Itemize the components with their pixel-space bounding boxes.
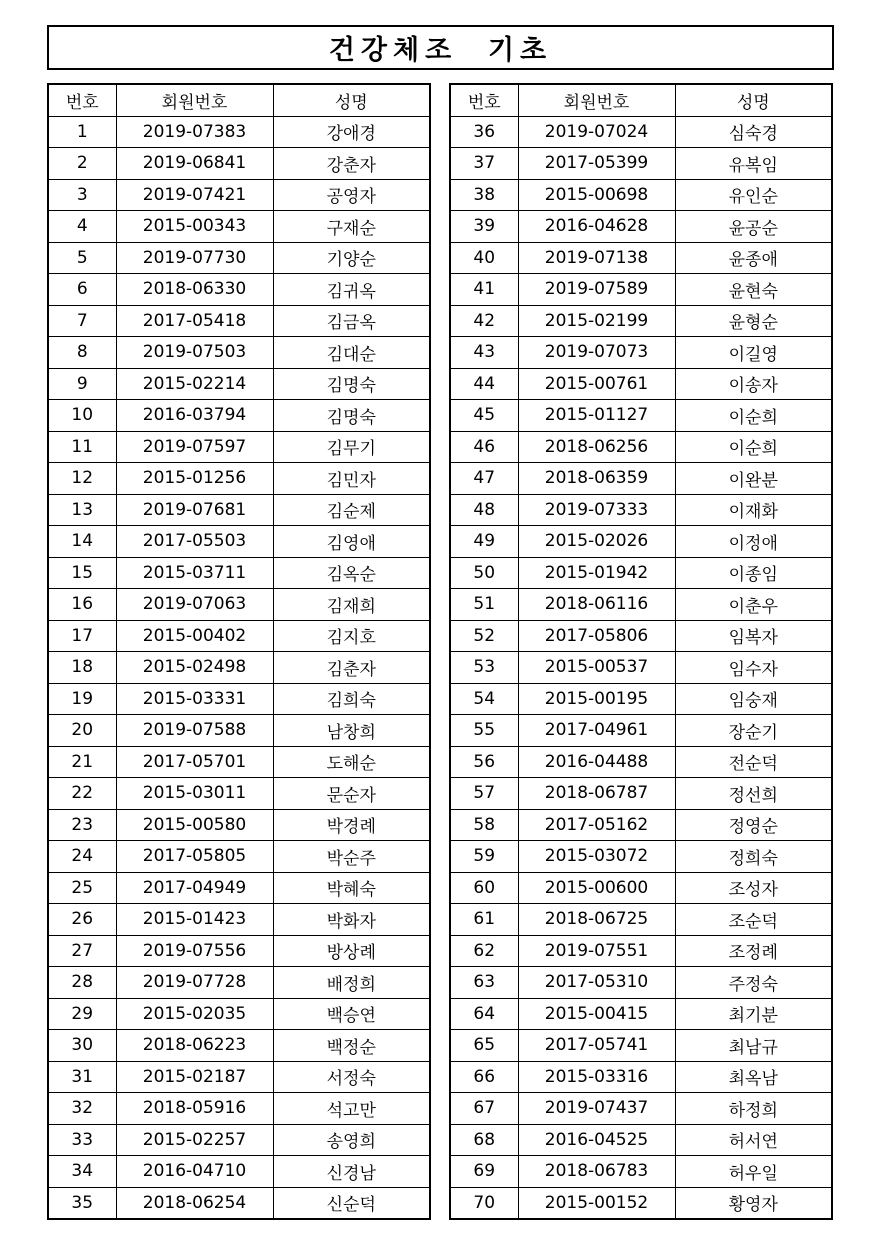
table-row: [48, 1156, 430, 1188]
cell-name: 임수자: [675, 652, 832, 684]
cell-member-id: 2019-07503: [116, 337, 273, 369]
cell-member-id: 2017-05805: [116, 841, 273, 873]
cell-member-id: 2015-00537: [518, 652, 675, 684]
cell-number: 56: [450, 746, 518, 778]
table-row: [48, 400, 430, 432]
table-row: [450, 116, 832, 148]
table-row: [48, 116, 430, 148]
cell-name: 박화자: [273, 904, 430, 936]
cell-member-id: 2019-07556: [116, 935, 273, 967]
cell-name: 주정숙: [675, 967, 832, 999]
table-row: [450, 746, 832, 778]
cell-name: 조성자: [675, 872, 832, 904]
cell-member-id: 2015-01127: [518, 400, 675, 432]
cell-number: 31: [48, 1061, 116, 1093]
cell-member-id: 2015-03072: [518, 841, 675, 873]
cell-member-id: 2015-02035: [116, 998, 273, 1030]
cell-number: 35: [48, 1187, 116, 1219]
roster-body-right: [450, 116, 832, 1219]
cell-name: 이순희: [675, 400, 832, 432]
cell-number: 70: [450, 1187, 518, 1219]
cell-member-id: 2015-00600: [518, 872, 675, 904]
table-row: [48, 715, 430, 747]
cell-name: 전순덕: [675, 746, 832, 778]
cell-name: 문순자: [273, 778, 430, 810]
table-row: [450, 400, 832, 432]
table-row: [450, 148, 832, 180]
cell-name: 강춘자: [273, 148, 430, 180]
table-row: [48, 526, 430, 558]
cell-member-id: 2017-05162: [518, 809, 675, 841]
cell-number: 21: [48, 746, 116, 778]
cell-number: 19: [48, 683, 116, 715]
table-row: [48, 1187, 430, 1219]
cell-name: 공영자: [273, 179, 430, 211]
cell-number: 16: [48, 589, 116, 621]
roster-table-left: [47, 83, 431, 1220]
cell-member-id: 2016-04710: [116, 1156, 273, 1188]
cell-member-id: 2017-05741: [518, 1030, 675, 1062]
cell-member-id: 2019-07024: [518, 116, 675, 148]
cell-number: 38: [450, 179, 518, 211]
roster-table-right: [449, 83, 833, 1220]
cell-member-id: 2015-01423: [116, 904, 273, 936]
cell-name: 김영애: [273, 526, 430, 558]
cell-member-id: 2018-06256: [518, 431, 675, 463]
cell-name: 조정례: [675, 935, 832, 967]
cell-name: 이길영: [675, 337, 832, 369]
cell-number: 8: [48, 337, 116, 369]
cell-member-id: 2015-00415: [518, 998, 675, 1030]
table-row: [450, 526, 832, 558]
cell-member-id: 2018-05916: [116, 1093, 273, 1125]
cell-number: 69: [450, 1156, 518, 1188]
cell-number: 41: [450, 274, 518, 306]
table-row: [450, 494, 832, 526]
cell-name: 최옥남: [675, 1061, 832, 1093]
table-row: [48, 494, 430, 526]
cell-member-id: 2015-00402: [116, 620, 273, 652]
cell-member-id: 2015-00698: [518, 179, 675, 211]
cell-name: 조순덕: [675, 904, 832, 936]
cell-number: 45: [450, 400, 518, 432]
cell-member-id: 2018-06330: [116, 274, 273, 306]
table-row: [450, 1030, 832, 1062]
cell-name: 김귀옥: [273, 274, 430, 306]
cell-member-id: 2015-03331: [116, 683, 273, 715]
cell-number: 18: [48, 652, 116, 684]
cell-member-id: 2018-06254: [116, 1187, 273, 1219]
cell-number: 26: [48, 904, 116, 936]
cell-member-id: 2015-02187: [116, 1061, 273, 1093]
cell-number: 50: [450, 557, 518, 589]
cell-name: 장순기: [675, 715, 832, 747]
cell-name: 백정순: [273, 1030, 430, 1062]
table-row: [450, 368, 832, 400]
table-row: [48, 431, 430, 463]
cell-member-id: 2015-03011: [116, 778, 273, 810]
table-row: [48, 305, 430, 337]
cell-name: 배정희: [273, 967, 430, 999]
cell-name: 최남규: [675, 1030, 832, 1062]
cell-member-id: 2018-06787: [518, 778, 675, 810]
cell-member-id: 2015-00580: [116, 809, 273, 841]
cell-number: 32: [48, 1093, 116, 1125]
cell-number: 62: [450, 935, 518, 967]
cell-number: 59: [450, 841, 518, 873]
table-row: [450, 1061, 832, 1093]
cell-name: 허서연: [675, 1124, 832, 1156]
cell-number: 7: [48, 305, 116, 337]
table-row: [48, 809, 430, 841]
cell-name: 강애경: [273, 116, 430, 148]
table-row: [48, 967, 430, 999]
cell-member-id: 2016-04525: [518, 1124, 675, 1156]
cell-member-id: 2016-03794: [116, 400, 273, 432]
cell-name: 이완분: [675, 463, 832, 495]
cell-member-id: 2018-06725: [518, 904, 675, 936]
cell-number: 53: [450, 652, 518, 684]
cell-member-id: 2015-02199: [518, 305, 675, 337]
cell-name: 방상례: [273, 935, 430, 967]
cell-member-id: 2017-04949: [116, 872, 273, 904]
table-row: [450, 904, 832, 936]
cell-name: 이종임: [675, 557, 832, 589]
cell-number: 39: [450, 211, 518, 243]
cell-number: 6: [48, 274, 116, 306]
title-box: [47, 25, 834, 70]
cell-number: 61: [450, 904, 518, 936]
cell-member-id: 2019-06841: [116, 148, 273, 180]
table-row: [450, 715, 832, 747]
cell-name: 김희숙: [273, 683, 430, 715]
table-row: [48, 872, 430, 904]
table-row: [450, 841, 832, 873]
cell-member-id: 2018-06116: [518, 589, 675, 621]
table-row: [48, 557, 430, 589]
cell-number: 52: [450, 620, 518, 652]
cell-member-id: 2019-07589: [518, 274, 675, 306]
roster-body-left: [48, 116, 430, 1219]
cell-name: 송영희: [273, 1124, 430, 1156]
cell-member-id: 2017-05503: [116, 526, 273, 558]
cell-member-id: 2019-07421: [116, 179, 273, 211]
cell-name: 윤형순: [675, 305, 832, 337]
cell-number: 23: [48, 809, 116, 841]
cell-member-id: 2019-07437: [518, 1093, 675, 1125]
cell-member-id: 2018-06359: [518, 463, 675, 495]
cell-member-id: 2017-05806: [518, 620, 675, 652]
table-row: [48, 589, 430, 621]
table-row: [48, 652, 430, 684]
cell-name: 김대순: [273, 337, 430, 369]
cell-number: 60: [450, 872, 518, 904]
cell-member-id: 2015-00152: [518, 1187, 675, 1219]
cell-member-id: 2018-06223: [116, 1030, 273, 1062]
cell-name: 황영자: [675, 1187, 832, 1219]
cell-number: 33: [48, 1124, 116, 1156]
cell-name: 김금옥: [273, 305, 430, 337]
cell-member-id: 2015-03316: [518, 1061, 675, 1093]
cell-number: 22: [48, 778, 116, 810]
table-row: [450, 1156, 832, 1188]
table-row: [48, 841, 430, 873]
table-row: [48, 463, 430, 495]
cell-number: 34: [48, 1156, 116, 1188]
cell-member-id: 2015-01942: [518, 557, 675, 589]
cell-number: 65: [450, 1030, 518, 1062]
table-row: [48, 620, 430, 652]
table-row: [48, 211, 430, 243]
table-header-row: [450, 84, 832, 116]
cell-name: 하정희: [675, 1093, 832, 1125]
table-header-row: [48, 84, 430, 116]
cell-number: 25: [48, 872, 116, 904]
table-row: [48, 904, 430, 936]
cell-name: 이송자: [675, 368, 832, 400]
cell-name: 백승연: [273, 998, 430, 1030]
page-title: 건강체조 기초: [328, 35, 553, 66]
header-member-id: 회원번호: [518, 84, 675, 116]
cell-number: 67: [450, 1093, 518, 1125]
cell-name: 정영순: [675, 809, 832, 841]
cell-number: 1: [48, 116, 116, 148]
cell-number: 20: [48, 715, 116, 747]
cell-name: 김지호: [273, 620, 430, 652]
cell-number: 36: [450, 116, 518, 148]
cell-number: 2: [48, 148, 116, 180]
table-row: [450, 778, 832, 810]
cell-number: 5: [48, 242, 116, 274]
cell-member-id: 2017-04961: [518, 715, 675, 747]
cell-name: 신경남: [273, 1156, 430, 1188]
cell-name: 최기분: [675, 998, 832, 1030]
cell-name: 김순제: [273, 494, 430, 526]
cell-name: 구재순: [273, 211, 430, 243]
cell-number: 27: [48, 935, 116, 967]
cell-number: 48: [450, 494, 518, 526]
cell-name: 허우일: [675, 1156, 832, 1188]
cell-member-id: 2017-05701: [116, 746, 273, 778]
cell-member-id: 2019-07681: [116, 494, 273, 526]
cell-name: 석고만: [273, 1093, 430, 1125]
cell-name: 임숭재: [675, 683, 832, 715]
cell-member-id: 2016-04488: [518, 746, 675, 778]
table-row: [450, 431, 832, 463]
cell-name: 김재희: [273, 589, 430, 621]
cell-member-id: 2017-05310: [518, 967, 675, 999]
cell-member-id: 2016-04628: [518, 211, 675, 243]
cell-number: 64: [450, 998, 518, 1030]
cell-name: 이순희: [675, 431, 832, 463]
table-row: [450, 620, 832, 652]
cell-number: 57: [450, 778, 518, 810]
cell-number: 4: [48, 211, 116, 243]
cell-member-id: 2015-01256: [116, 463, 273, 495]
header-name: 성명: [273, 84, 430, 116]
cell-member-id: 2015-02214: [116, 368, 273, 400]
cell-number: 29: [48, 998, 116, 1030]
cell-member-id: 2015-00343: [116, 211, 273, 243]
table-row: [450, 211, 832, 243]
table-row: [450, 967, 832, 999]
cell-number: 30: [48, 1030, 116, 1062]
cell-member-id: 2017-05418: [116, 305, 273, 337]
header-name: 성명: [675, 84, 832, 116]
cell-name: 김명숙: [273, 400, 430, 432]
cell-member-id: 2019-07728: [116, 967, 273, 999]
cell-name: 서정숙: [273, 1061, 430, 1093]
table-row: [450, 652, 832, 684]
table-row: [48, 683, 430, 715]
cell-number: 46: [450, 431, 518, 463]
cell-number: 43: [450, 337, 518, 369]
cell-name: 기양순: [273, 242, 430, 274]
cell-number: 12: [48, 463, 116, 495]
cell-member-id: 2015-02498: [116, 652, 273, 684]
cell-member-id: 2015-02026: [518, 526, 675, 558]
table-row: [450, 274, 832, 306]
cell-name: 유복임: [675, 148, 832, 180]
cell-name: 정선희: [675, 778, 832, 810]
cell-name: 김옥순: [273, 557, 430, 589]
cell-number: 13: [48, 494, 116, 526]
cell-member-id: 2019-07333: [518, 494, 675, 526]
cell-name: 신순덕: [273, 1187, 430, 1219]
table-row: [48, 998, 430, 1030]
table-row: [48, 1061, 430, 1093]
cell-name: 이정애: [675, 526, 832, 558]
cell-number: 51: [450, 589, 518, 621]
cell-member-id: 2015-00195: [518, 683, 675, 715]
cell-member-id: 2019-07551: [518, 935, 675, 967]
table-row: [48, 274, 430, 306]
table-row: [450, 998, 832, 1030]
cell-number: 15: [48, 557, 116, 589]
table-row: [48, 337, 430, 369]
cell-number: 24: [48, 841, 116, 873]
cell-member-id: 2019-07588: [116, 715, 273, 747]
table-row: [450, 305, 832, 337]
cell-name: 박혜숙: [273, 872, 430, 904]
cell-member-id: 2019-07063: [116, 589, 273, 621]
cell-number: 37: [450, 148, 518, 180]
table-row: [450, 589, 832, 621]
cell-number: 40: [450, 242, 518, 274]
cell-number: 54: [450, 683, 518, 715]
cell-number: 44: [450, 368, 518, 400]
table-row: [48, 746, 430, 778]
cell-number: 49: [450, 526, 518, 558]
cell-number: 14: [48, 526, 116, 558]
table-row: [450, 1187, 832, 1219]
cell-member-id: 2019-07073: [518, 337, 675, 369]
table-row: [48, 148, 430, 180]
table-row: [450, 935, 832, 967]
table-row: [48, 242, 430, 274]
table-row: [450, 683, 832, 715]
table-row: [450, 557, 832, 589]
cell-number: 28: [48, 967, 116, 999]
cell-name: 박경례: [273, 809, 430, 841]
cell-number: 58: [450, 809, 518, 841]
cell-member-id: 2015-03711: [116, 557, 273, 589]
table-row: [450, 337, 832, 369]
cell-name: 윤현숙: [675, 274, 832, 306]
cell-name: 심숙경: [675, 116, 832, 148]
table-row: [48, 179, 430, 211]
cell-number: 11: [48, 431, 116, 463]
table-row: [450, 809, 832, 841]
cell-name: 김춘자: [273, 652, 430, 684]
cell-member-id: 2018-06783: [518, 1156, 675, 1188]
cell-member-id: 2019-07138: [518, 242, 675, 274]
table-row: [48, 778, 430, 810]
table-row: [48, 1093, 430, 1125]
table-row: [450, 872, 832, 904]
cell-member-id: 2015-00761: [518, 368, 675, 400]
cell-number: 68: [450, 1124, 518, 1156]
cell-name: 이춘우: [675, 589, 832, 621]
cell-number: 63: [450, 967, 518, 999]
table-row: [450, 463, 832, 495]
table-row: [48, 1124, 430, 1156]
cell-name: 임복자: [675, 620, 832, 652]
table-row: [450, 1093, 832, 1125]
header-number: 번호: [48, 84, 116, 116]
table-row: [450, 1124, 832, 1156]
table-row: [450, 179, 832, 211]
cell-member-id: 2019-07730: [116, 242, 273, 274]
header-number: 번호: [450, 84, 518, 116]
cell-name: 김명숙: [273, 368, 430, 400]
cell-member-id: 2015-02257: [116, 1124, 273, 1156]
table-row: [48, 368, 430, 400]
cell-name: 이재화: [675, 494, 832, 526]
cell-name: 도해순: [273, 746, 430, 778]
cell-name: 윤종애: [675, 242, 832, 274]
cell-member-id: 2019-07383: [116, 116, 273, 148]
table-row: [48, 935, 430, 967]
cell-member-id: 2019-07597: [116, 431, 273, 463]
table-row: [48, 1030, 430, 1062]
cell-name: 김민자: [273, 463, 430, 495]
cell-number: 17: [48, 620, 116, 652]
cell-number: 47: [450, 463, 518, 495]
cell-number: 42: [450, 305, 518, 337]
cell-name: 유인순: [675, 179, 832, 211]
cell-name: 김무기: [273, 431, 430, 463]
cell-number: 3: [48, 179, 116, 211]
cell-name: 남창희: [273, 715, 430, 747]
cell-name: 정희숙: [675, 841, 832, 873]
cell-member-id: 2017-05399: [518, 148, 675, 180]
cell-number: 9: [48, 368, 116, 400]
cell-name: 윤공순: [675, 211, 832, 243]
header-member-id: 회원번호: [116, 84, 273, 116]
cell-number: 10: [48, 400, 116, 432]
cell-name: 박순주: [273, 841, 430, 873]
table-row: [450, 242, 832, 274]
cell-number: 66: [450, 1061, 518, 1093]
cell-number: 55: [450, 715, 518, 747]
